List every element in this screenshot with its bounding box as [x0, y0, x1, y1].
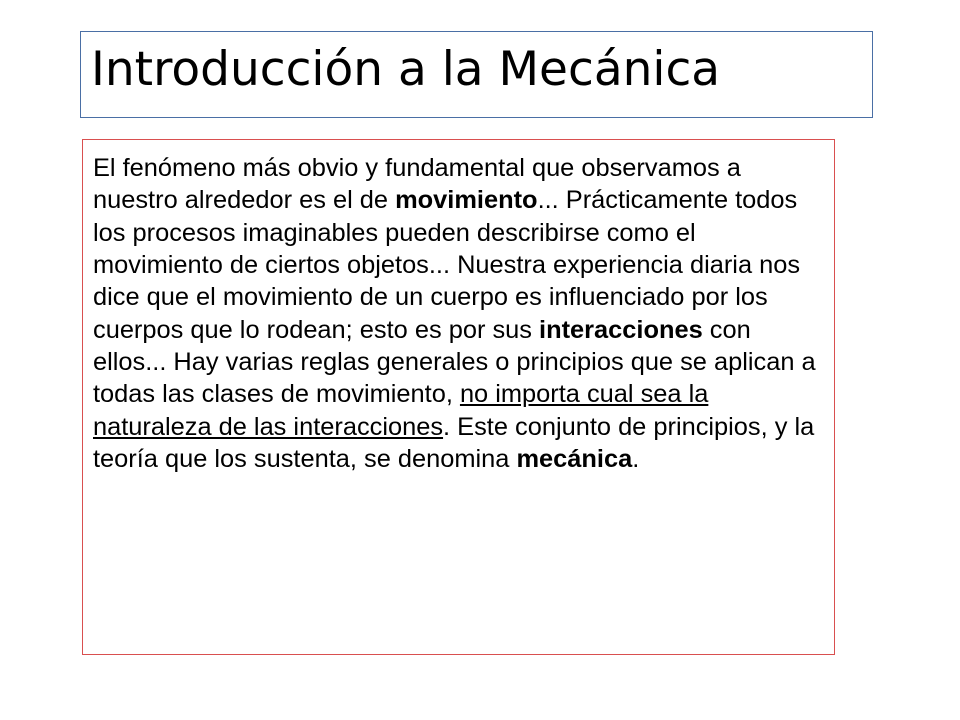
text-segment: .	[632, 445, 640, 474]
text-segment: ... Prácticamente todos los procesos imaginables pueden describirse como el movimiento de ciertos objetos... Nuestra experiencia diaria nos dice que el movimiento de un cuerpo es influenciado por los cuerpos que lo rodean; esto es por sus	[93, 186, 801, 344]
text-segment: . Este conjunto de principios, y la teoría que los sustenta, se denomina	[93, 412, 815, 474]
text-segment: El fenómeno más obvio y fundamental que observamos a nuestro alrededor es el de	[93, 154, 741, 215]
body-paragraph	[93, 152, 828, 475]
title-box	[80, 31, 873, 118]
underlined-phrase: no importa cual sea la naturaleza de las interacciones	[93, 380, 709, 441]
text-segment: con ellos... Hay varias reglas generales o principios que se aplican a todas las clases de movimiento,	[93, 315, 816, 409]
bold-term-mecanica: mecánica	[516, 445, 633, 474]
content-box	[82, 139, 835, 655]
bold-term-movimiento: movimiento	[395, 186, 538, 215]
bold-term-interacciones: interacciones	[539, 315, 703, 344]
slide-title: Introducción a la Mecánica	[91, 42, 721, 97]
